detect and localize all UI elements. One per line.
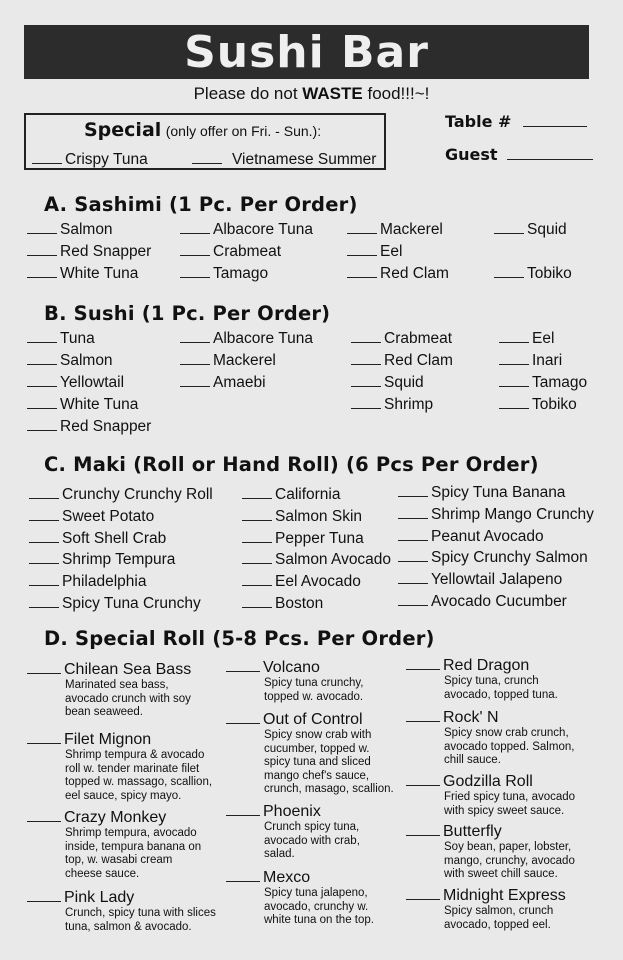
- menu-item-salmon-skin[interactable]: [242, 508, 362, 526]
- order-blank[interactable]: [398, 571, 428, 584]
- menu-item-label: Shrimp Mango Crunchy: [431, 506, 594, 523]
- menu-item-label: Tobiko: [532, 396, 577, 413]
- order-blank[interactable]: [32, 151, 62, 164]
- order-blank[interactable]: [347, 243, 377, 256]
- order-blank[interactable]: [406, 887, 440, 900]
- menu-item-squid[interactable]: [494, 221, 567, 239]
- special-roll-phoenix[interactable]: [226, 802, 360, 862]
- special-roll-name: [406, 772, 575, 791]
- menu-item-spicy-crunchy-salmon[interactable]: [398, 549, 588, 567]
- menu-item-crabmeat[interactable]: [180, 243, 281, 261]
- special-label: Special: [84, 119, 162, 141]
- menu-item-amaebi[interactable]: [180, 374, 266, 392]
- menu-item-boston[interactable]: [242, 595, 323, 613]
- special-roll-label: Mexco: [263, 869, 311, 886]
- order-blank[interactable]: [226, 659, 260, 672]
- special-roll-label: Rock' N: [443, 709, 499, 726]
- order-blank[interactable]: [499, 330, 529, 343]
- special-roll-godzilla-roll[interactable]: [406, 772, 575, 818]
- guest-field[interactable]: [445, 145, 596, 164]
- menu-item-label: Spicy Crunchy Salmon: [431, 549, 588, 566]
- table-number-field[interactable]: [445, 112, 590, 131]
- special-roll-label: Midnight Express: [443, 887, 566, 904]
- special-note: (only offer on Fri. - Sun.):: [165, 123, 322, 139]
- menu-item-label: Peanut Avocado: [431, 528, 544, 545]
- order-blank[interactable]: [29, 530, 59, 543]
- menu-item-label: Spicy Tuna Banana: [431, 484, 566, 501]
- menu-item-label: Amaebi: [213, 374, 266, 391]
- menu-item-philadelphia[interactable]: [29, 573, 146, 591]
- special-roll-description: Soy bean, paper, lobster, mango, crunchy, avocado with sweet chill sauce.: [444, 841, 575, 880]
- special-roll-pink-lady[interactable]: [27, 888, 216, 934]
- order-blank[interactable]: [347, 265, 377, 278]
- order-blank[interactable]: [398, 506, 428, 519]
- special-roll-description: Spicy tuna crunchy, topped w. avocado.: [264, 677, 364, 703]
- menu-item-label: Crabmeat: [384, 330, 453, 347]
- subtitle-post: food!!!~!: [362, 84, 430, 103]
- special-roll-out-of-control[interactable]: [226, 710, 394, 797]
- table-blank[interactable]: [523, 114, 587, 127]
- special-roll-red-dragon[interactable]: [406, 656, 558, 702]
- special-roll-label: Godzilla Roll: [443, 773, 533, 790]
- order-blank[interactable]: [27, 265, 57, 278]
- order-blank[interactable]: [27, 661, 61, 674]
- menu-item-label: Pepper Tuna: [275, 530, 364, 547]
- order-blank[interactable]: [27, 374, 57, 387]
- order-blank[interactable]: [27, 889, 61, 902]
- special-roll-name: [27, 660, 191, 679]
- menu-item-crabmeat[interactable]: [351, 330, 452, 348]
- menu-item-shrimp[interactable]: [351, 396, 433, 414]
- table-label: Table #: [445, 112, 512, 131]
- special-roll-mexco[interactable]: [226, 868, 374, 928]
- menu-item-label: Red Clam: [380, 265, 449, 282]
- guest-label: Guest: [445, 145, 498, 164]
- order-blank[interactable]: [494, 221, 524, 234]
- order-blank[interactable]: [27, 221, 57, 234]
- special-roll-name: [406, 708, 574, 727]
- order-blank[interactable]: [406, 773, 440, 786]
- special-roll-description: Crunch, spicy tuna with slices tuna, salmon & avocado.: [65, 907, 216, 933]
- menu-item-red-clam[interactable]: [347, 265, 449, 283]
- order-blank[interactable]: [242, 573, 272, 586]
- special-roll-description: Shrimp tempura & avocado roll w. tender marinate filet topped w. massago, scallion, eel sauce, spicy mayo.: [65, 749, 213, 802]
- menu-item-label: Salmon: [60, 352, 113, 369]
- menu-item-label: Eel Avocado: [275, 573, 361, 590]
- menu-item-spicy-tuna-crunchy[interactable]: [29, 595, 201, 613]
- special-item-crispy-tuna[interactable]: [32, 151, 148, 169]
- menu-item-label: Eel: [532, 330, 555, 347]
- menu-item-label: Red Clam: [384, 352, 453, 369]
- menu-item-sweet-potato[interactable]: [29, 508, 154, 526]
- special-roll-label: Filet Mignon: [64, 731, 152, 748]
- order-blank[interactable]: [499, 352, 529, 365]
- menu-item-label: Mackerel: [213, 352, 276, 369]
- special-roll-description: Marinated sea bass, avocado crunch with soy bean seaweed.: [65, 679, 191, 718]
- special-item-label: Vietnamese Summer: [232, 151, 377, 168]
- order-blank[interactable]: [242, 486, 272, 499]
- menu-item-crunchy-crunchy-roll[interactable]: [29, 486, 213, 504]
- special-roll-label: Crazy Monkey: [64, 809, 167, 826]
- menu-item-red-snapper[interactable]: [27, 418, 151, 436]
- special-roll-name: [406, 886, 566, 905]
- special-roll-butterfly[interactable]: [406, 822, 575, 882]
- order-blank[interactable]: [27, 418, 57, 431]
- order-blank[interactable]: [226, 711, 260, 724]
- special-roll-label: Volcano: [263, 659, 320, 676]
- menu-item-label: White Tuna: [60, 396, 139, 413]
- special-roll-name: [226, 868, 374, 887]
- menu-item-label: Soft Shell Crab: [62, 530, 167, 547]
- menu-item-white-tuna[interactable]: [27, 396, 138, 414]
- menu-item-label: Mackerel: [380, 221, 443, 238]
- menu-item-label: Albacore Tuna: [213, 330, 313, 347]
- order-blank[interactable]: [351, 374, 381, 387]
- order-blank[interactable]: [406, 709, 440, 722]
- order-blank[interactable]: [242, 551, 272, 564]
- order-blank[interactable]: [29, 595, 59, 608]
- order-blank[interactable]: [192, 151, 222, 164]
- menu-item-red-snapper[interactable]: [27, 243, 151, 261]
- menu-item-squid[interactable]: [351, 374, 424, 392]
- menu-item-label: Shrimp Tempura: [62, 551, 176, 568]
- order-blank[interactable]: [406, 657, 440, 670]
- order-blank[interactable]: [499, 374, 529, 387]
- order-blank[interactable]: [27, 809, 61, 822]
- menu-item-label: Crunchy Crunchy Roll: [62, 486, 213, 503]
- menu-item-tamago[interactable]: [499, 374, 587, 392]
- order-blank[interactable]: [180, 330, 210, 343]
- special-roll-description: Spicy snow crab crunch, avocado topped. Salmon, chill sauce.: [444, 727, 575, 766]
- special-roll-description: Spicy tuna, crunch avocado, topped tuna.: [444, 675, 558, 701]
- order-blank[interactable]: [27, 731, 61, 744]
- special-roll-description: Shrimp tempura, avocado inside, tempura banana on top, w. wasabi cream cheese sauce.: [65, 827, 202, 880]
- order-blank[interactable]: [180, 265, 210, 278]
- section-title-sashimi: A. Sashimi (1 Pc. Per Order): [44, 193, 358, 216]
- order-blank[interactable]: [351, 396, 381, 409]
- menu-item-label: Inari: [532, 352, 563, 369]
- menu-item-label: White Tuna: [60, 265, 139, 282]
- order-blank[interactable]: [347, 221, 377, 234]
- menu-item-label: Red Snapper: [60, 418, 152, 435]
- order-blank[interactable]: [29, 573, 59, 586]
- special-roll-name: [27, 808, 201, 827]
- menu-item-label: Boston: [275, 595, 324, 612]
- special-roll-description: Spicy tuna jalapeno, avocado, crunchy w. white tuna on the top.: [264, 887, 374, 926]
- menu-item-label: Salmon Avocado: [275, 551, 392, 568]
- subtitle-pre: Please do not: [193, 84, 303, 103]
- order-blank[interactable]: [398, 528, 428, 541]
- special-roll-crazy-monkey[interactable]: [27, 808, 201, 881]
- order-blank[interactable]: [180, 352, 210, 365]
- menu-item-label: Salmon: [60, 221, 113, 238]
- menu-item-peanut-avocado[interactable]: [398, 528, 544, 546]
- menu-item-shrimp-tempura[interactable]: [29, 551, 175, 569]
- menu-item-label: Sweet Potato: [62, 508, 155, 525]
- special-roll-name: [226, 710, 394, 729]
- menu-item-label: Tamago: [532, 374, 588, 391]
- menu-item-label: Philadelphia: [62, 573, 147, 590]
- special-heading: [84, 119, 321, 141]
- menu-item-label: Tamago: [213, 265, 269, 282]
- menu-item-label: Avocado Cucumber: [431, 593, 567, 610]
- menu-item-label: Spicy Tuna Crunchy: [62, 595, 201, 612]
- order-blank[interactable]: [27, 396, 57, 409]
- menu-item-label: Squid: [527, 221, 567, 238]
- menu-item-tuna[interactable]: [27, 330, 95, 348]
- menu-item-label: Tobiko: [527, 265, 572, 282]
- order-blank[interactable]: [351, 330, 381, 343]
- special-roll-label: Pink Lady: [64, 889, 135, 906]
- special-item-vietnamese-summer[interactable]: [192, 151, 376, 169]
- order-blank[interactable]: [27, 243, 57, 256]
- special-roll-midnight-express[interactable]: [406, 886, 566, 932]
- order-blank[interactable]: [398, 549, 428, 562]
- menu-item-tobiko[interactable]: [494, 265, 572, 283]
- menu-item-spicy-tuna-banana[interactable]: [398, 484, 565, 502]
- special-roll-label: Red Dragon: [443, 657, 530, 674]
- special-roll-filet-mignon[interactable]: [27, 730, 212, 803]
- special-box: [24, 113, 386, 170]
- subtitle: [0, 84, 623, 104]
- page-title: Sushi Bar: [184, 26, 429, 78]
- section-title-maki: C. Maki (Roll or Hand Roll) (6 Pcs Per Order): [44, 453, 539, 476]
- menu-item-shrimp-mango-crunchy[interactable]: [398, 506, 594, 524]
- order-blank[interactable]: [27, 352, 57, 365]
- menu-item-mackerel[interactable]: [347, 221, 443, 239]
- order-blank[interactable]: [27, 330, 57, 343]
- menu-item-salmon-avocado[interactable]: [242, 551, 391, 569]
- special-roll-name: [226, 802, 360, 821]
- special-roll-description: Spicy salmon, crunch avocado, topped eel.: [444, 905, 554, 931]
- guest-blank[interactable]: [507, 147, 593, 160]
- special-roll-label: Out of Control: [263, 711, 363, 728]
- order-blank[interactable]: [499, 396, 529, 409]
- special-roll-chilean-sea-bass[interactable]: [27, 660, 191, 720]
- menu-item-label: Salmon Skin: [275, 508, 363, 525]
- special-roll-volcano[interactable]: [226, 658, 364, 704]
- special-roll-name: [27, 888, 216, 907]
- menu-item-eel-avocado[interactable]: [242, 573, 361, 591]
- title-banner: [24, 25, 589, 79]
- menu-item-label: Eel: [380, 243, 403, 260]
- menu-item-eel[interactable]: [499, 330, 554, 348]
- menu-item-tamago[interactable]: [180, 265, 268, 283]
- order-blank[interactable]: [351, 352, 381, 365]
- menu-item-mackerel[interactable]: [180, 352, 276, 370]
- menu-item-label: Albacore Tuna: [213, 221, 313, 238]
- menu-item-eel[interactable]: [347, 243, 402, 261]
- special-roll-name: [406, 656, 558, 675]
- menu-item-yellowtail-jalapeno[interactable]: [398, 571, 562, 589]
- special-roll-label: Chilean Sea Bass: [64, 661, 192, 678]
- order-blank[interactable]: [406, 823, 440, 836]
- menu-item-california[interactable]: [242, 486, 340, 504]
- menu-item-tobiko[interactable]: [499, 396, 577, 414]
- special-roll-label: Phoenix: [263, 803, 321, 820]
- menu-item-label: Shrimp: [384, 396, 434, 413]
- order-blank[interactable]: [494, 265, 524, 278]
- section-title-sushi: B. Sushi (1 Pc. Per Order): [44, 302, 331, 325]
- menu-item-white-tuna[interactable]: [27, 265, 138, 283]
- menu-item-avocado-cucumber[interactable]: [398, 593, 567, 611]
- order-blank[interactable]: [29, 486, 59, 499]
- order-blank[interactable]: [226, 803, 260, 816]
- special-roll-name: [406, 822, 575, 841]
- order-blank[interactable]: [29, 551, 59, 564]
- menu-item-label: Yellowtail Jalapeno: [431, 571, 563, 588]
- order-blank[interactable]: [29, 508, 59, 521]
- menu-item-salmon[interactable]: [27, 352, 113, 370]
- special-roll-label: Butterfly: [443, 823, 502, 840]
- order-blank[interactable]: [180, 374, 210, 387]
- menu-item-yellowtail[interactable]: [27, 374, 124, 392]
- order-blank[interactable]: [242, 508, 272, 521]
- special-roll-description: Spicy snow crab with cucumber, topped w. spicy tuna and sliced mango chef's sauce, crunch, masago, scallion.: [264, 729, 394, 795]
- section-title-special-roll: D. Special Roll (5-8 Pcs. Per Order): [44, 627, 435, 650]
- menu-item-albacore-tuna[interactable]: [180, 221, 313, 239]
- menu-item-label: Red Snapper: [60, 243, 152, 260]
- menu-item-red-clam[interactable]: [351, 352, 453, 370]
- menu-item-label: Tuna: [60, 330, 95, 347]
- menu-item-label: California: [275, 486, 341, 503]
- menu-item-salmon[interactable]: [27, 221, 113, 239]
- order-blank[interactable]: [226, 869, 260, 882]
- special-roll-rock-n[interactable]: [406, 708, 574, 768]
- menu-item-soft-shell-crab[interactable]: [29, 530, 166, 548]
- special-roll-name: [226, 658, 364, 677]
- special-roll-name: [27, 730, 212, 749]
- order-blank[interactable]: [242, 595, 272, 608]
- menu-item-label: Yellowtail: [60, 374, 125, 391]
- menu-item-albacore-tuna[interactable]: [180, 330, 313, 348]
- order-blank[interactable]: [242, 530, 272, 543]
- order-blank[interactable]: [180, 243, 210, 256]
- special-item-label: Crispy Tuna: [65, 151, 148, 168]
- menu-item-label: Squid: [384, 374, 424, 391]
- order-blank[interactable]: [398, 484, 428, 497]
- special-roll-description: Crunch spicy tuna, avocado with crab, salad.: [264, 821, 360, 860]
- menu-item-inari[interactable]: [499, 352, 562, 370]
- menu-item-pepper-tuna[interactable]: [242, 530, 364, 548]
- subtitle-bold: WASTE: [302, 84, 363, 103]
- order-blank[interactable]: [398, 593, 428, 606]
- order-blank[interactable]: [180, 221, 210, 234]
- menu-item-label: Crabmeat: [213, 243, 282, 260]
- special-roll-description: Fried spicy tuna, avocado with spicy sweet sauce.: [444, 791, 576, 817]
